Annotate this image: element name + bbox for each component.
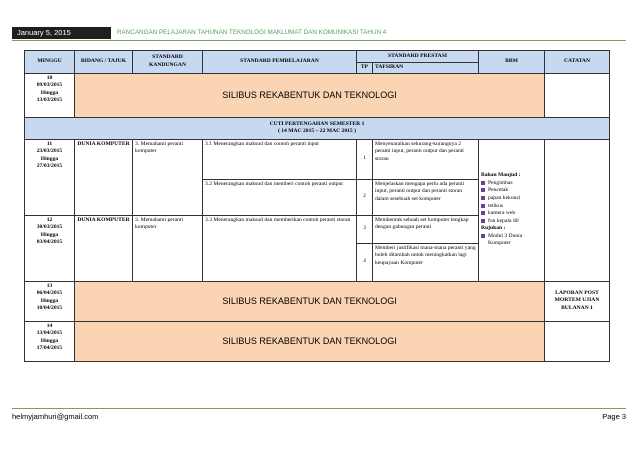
- tp-cell: 3: [357, 215, 373, 243]
- footer-divider: [12, 408, 626, 409]
- week-number: 13: [46, 282, 53, 289]
- standard-pembelajaran-cell: 3.1 Menerangkan maksud dan contoh peranti input: [203, 139, 357, 179]
- week-hingga: Hingga: [40, 337, 59, 344]
- silibus-cell: SILIBUS REKABENTUK DAN TEKNOLOGI: [75, 321, 545, 361]
- cuti-row: [25, 117, 610, 139]
- col-standard-pembelajaran: STANDARD PEMBELAJARAN: [203, 51, 357, 74]
- week-start: 23/03/2015: [36, 148, 63, 155]
- bullet-icon: [481, 211, 485, 215]
- footer-email: helmyjamhuri@gmail.com: [12, 412, 99, 421]
- bidang-cell: DUNIA KOMPUTER: [75, 215, 133, 281]
- rujukan-list: [481, 233, 542, 248]
- cuti-cell: [25, 117, 610, 139]
- week-number: 10: [46, 74, 53, 81]
- col-minggu: MINGGU: [25, 51, 75, 74]
- bbm-bahan-label: Bahan Maujud :: [481, 172, 521, 179]
- col-tp: TP: [357, 63, 373, 74]
- week-number: 12: [46, 216, 53, 223]
- col-standard-kandungan: STANDARD KANDUNGAN: [133, 51, 203, 74]
- silibus-cell: SILIBUS REKABENTUK DAN TEKNOLOGI: [75, 73, 545, 117]
- bullet-icon: [481, 219, 485, 223]
- catatan-cell: [545, 321, 610, 361]
- bullet-icon: [481, 188, 485, 192]
- week-cell: [25, 321, 75, 361]
- tafsiran-cell: Menjelaskan mengapa perlu ada peranti input, peranti output dan peranti storan dalam sesebuah set komputer: [373, 179, 479, 215]
- standard-kandungan-cell: 3. Memahami peranti komputer: [133, 215, 203, 281]
- catatan-cell: LAPORAN POST MORTEM UJIAN BULANAN 1: [545, 281, 610, 321]
- week-start: 09/03/2015: [36, 82, 63, 89]
- tp-cell: 4: [357, 243, 373, 281]
- catatan-cell: [545, 139, 610, 281]
- week-end: 10/04/2015: [36, 305, 63, 312]
- header-title: RANCANGAN PELAJARAN TAHUNAN TEKNOLOGI MAKLUMAT DAN KOMUNIKASI TAHUN 4: [117, 29, 387, 36]
- bbm-cell: [479, 139, 545, 281]
- week-end: 27/03/2015: [36, 163, 63, 170]
- bbm-list: [481, 180, 542, 225]
- col-bidang: BIDANG / TAJUK: [75, 51, 133, 74]
- col-standard-prestasi: STANDARD PRESTASI: [357, 51, 479, 63]
- tp-cell: 1: [357, 139, 373, 179]
- week-end: 03/04/2015: [36, 239, 63, 246]
- standard-pembelajaran-cell: 3.3 Menerangkan maksud dan memberikan contoh peranti storan: [203, 215, 357, 281]
- tafsiran-cell: Menyenaraikan sekurang-kurangnya 2 peranti input, peranti output dan peranti storan: [373, 139, 479, 179]
- week-cell: [25, 281, 75, 321]
- table-row: [25, 73, 610, 117]
- bullet-icon: [481, 204, 485, 208]
- cuti-dates: ( 14 MAC 2015 – 22 MAC 2015 ): [278, 128, 356, 135]
- table-row: [25, 139, 610, 179]
- week-number: 14: [46, 322, 53, 329]
- standard-pembelajaran-cell: 3.2 Menerangkan maksud dan memberi contoh peranti output: [203, 179, 357, 215]
- week-end: 17/04/2015: [36, 345, 63, 352]
- week-cell: [25, 139, 75, 215]
- page-header: [12, 27, 626, 39]
- col-catatan: CATATAN: [545, 51, 610, 74]
- tafsiran-cell: Membentuk sebuah set komputer lengkap dengan gabungan peranti: [373, 215, 479, 243]
- week-hingga: Hingga: [40, 297, 59, 304]
- rpt-table: [24, 50, 610, 362]
- week-end: 13/03/2015: [36, 97, 63, 104]
- tp-cell: 2: [357, 179, 373, 215]
- table-row: [25, 321, 610, 361]
- page-footer: [12, 408, 626, 421]
- list-item: Pengimbas: [481, 180, 542, 188]
- week-hingga: Hingga: [40, 231, 59, 238]
- bidang-cell: DUNIA KOMPUTER: [75, 139, 133, 215]
- header-divider: [12, 40, 626, 41]
- week-start: 13/04/2015: [36, 330, 63, 337]
- list-item: Pencetak: [481, 187, 542, 195]
- table-row: [25, 281, 610, 321]
- header-date: January 5, 2015: [12, 27, 111, 39]
- week-cell: [25, 215, 75, 281]
- list-item: tetikus: [481, 203, 542, 211]
- catatan-cell: [545, 73, 610, 117]
- bullet-icon: [481, 234, 485, 238]
- week-hingga: Hingga: [40, 89, 59, 96]
- silibus-cell: SILIBUS REKABENTUK DAN TEKNOLOGI: [75, 281, 545, 321]
- list-item: papan kekunci: [481, 195, 542, 203]
- bullet-icon: [481, 181, 485, 185]
- list-item: kamera web: [481, 210, 542, 218]
- bbm-rujukan-label: Rujukan :: [481, 225, 506, 232]
- tafsiran-cell: Memberi justifikasi mana-mana peranti yang boleh ditambah untuk meningkatkan lagi keupayaan Komputer: [373, 243, 479, 281]
- standard-kandungan-cell: 3. Memahami peranti komputer: [133, 139, 203, 215]
- week-start: 06/04/2015: [36, 290, 63, 297]
- col-bbm: BBM: [479, 51, 545, 74]
- week-start: 30/03/2015: [36, 224, 63, 231]
- cuti-title: CUTI PERTENGAHAN SEMESTER 1: [269, 120, 365, 127]
- page-number: Page 3: [602, 412, 626, 421]
- week-number: 11: [46, 140, 53, 147]
- list-item: fon kepala dll: [481, 218, 542, 226]
- list-item: Modul 3 Dunia Komputer: [481, 233, 542, 248]
- week-hingga: Hingga: [40, 155, 59, 162]
- bullet-icon: [481, 196, 485, 200]
- col-tafsiran: TAFSIRAN: [373, 63, 479, 74]
- week-cell: [25, 73, 75, 117]
